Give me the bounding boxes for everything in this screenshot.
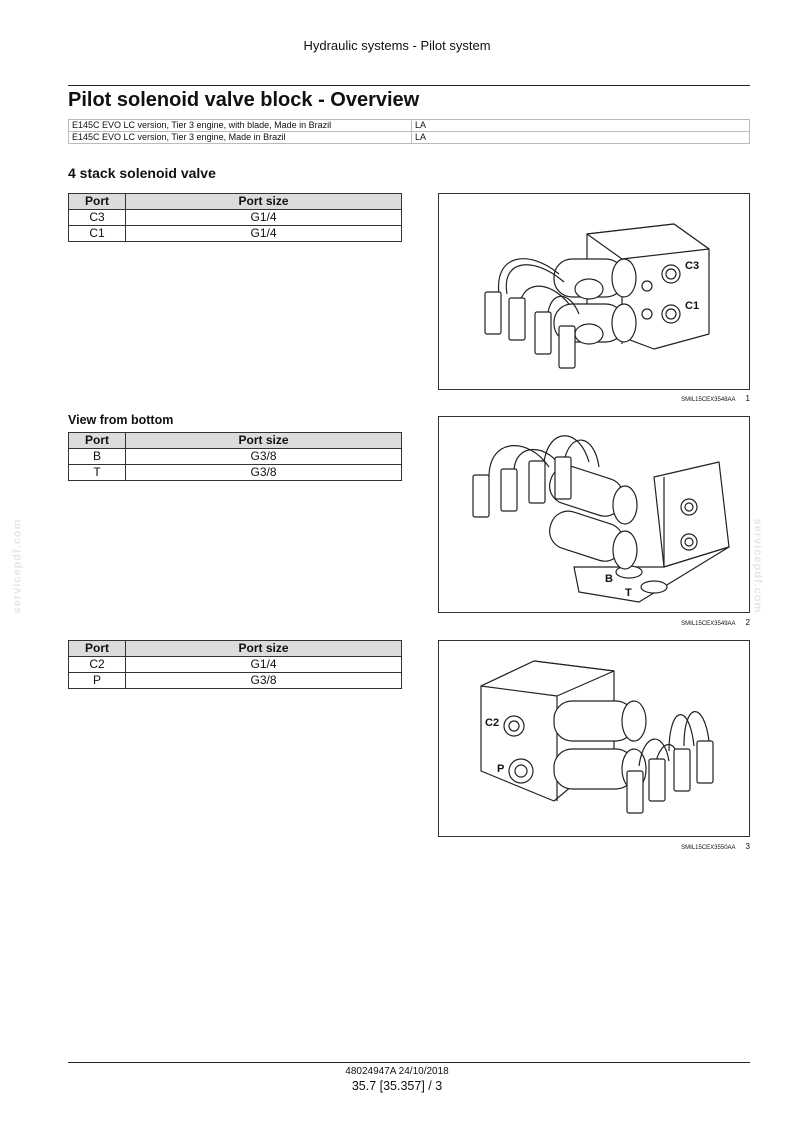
solenoid-valve-illustration-3 — [439, 641, 749, 836]
running-header: Hydraulic systems - Pilot system — [303, 38, 491, 53]
solenoid-valve-illustration-1 — [439, 194, 749, 389]
applicability-model: E145C EVO LC version, Tier 3 engine, Made in Brazil — [69, 132, 412, 144]
port-header: Port — [69, 433, 126, 449]
figure-number: 1 — [745, 394, 750, 403]
figure-3-label: C2 — [485, 717, 500, 729]
figure-3-frame — [438, 640, 750, 837]
section-title: 4 stack solenoid valve — [68, 165, 216, 181]
figure-3-caption — [438, 842, 750, 851]
page-title: Pilot solenoid valve block - Overview — [68, 89, 420, 111]
figure-1-frame — [438, 193, 750, 390]
figure-2-caption — [438, 618, 750, 627]
port-table-2 — [68, 432, 402, 481]
table-row — [69, 465, 402, 481]
table-row — [69, 673, 402, 689]
applicability-row — [69, 120, 750, 132]
port-cell: T — [69, 465, 126, 481]
figure-2-frame — [438, 416, 750, 613]
port-header: Port — [69, 194, 126, 210]
footer-rule — [68, 1062, 750, 1063]
port-table-1 — [68, 193, 402, 242]
port-header: Port — [69, 641, 126, 657]
port-size-header: Port size — [126, 194, 402, 210]
footer-page-ref: 35.7 [35.357] / 3 — [351, 1079, 443, 1093]
table-row — [69, 226, 402, 242]
port-cell: P — [69, 673, 126, 689]
watermark-right: servicepdf.com — [751, 518, 764, 614]
figure-code: SMIL15CEX3549AA — [681, 621, 736, 627]
footer-doc-ref: 48024947A 24/10/2018 — [345, 1066, 449, 1077]
table-row — [69, 449, 402, 465]
solenoid-valve-illustration-2 — [439, 417, 749, 612]
table-row — [69, 210, 402, 226]
figure-1-caption — [438, 394, 750, 403]
figure-number: 3 — [745, 842, 750, 851]
port-size-cell: G1/4 — [126, 226, 402, 242]
port-size-cell: G3/8 — [126, 449, 402, 465]
port-table-3 — [68, 640, 402, 689]
header-rule — [68, 85, 750, 86]
figure-1-label: C3 — [685, 260, 700, 272]
figure-1-label: C1 — [685, 300, 700, 312]
port-size-cell: G3/8 — [126, 673, 402, 689]
view-from-bottom-title: View from bottom — [68, 413, 174, 427]
figure-3-label: P — [497, 763, 505, 775]
port-cell: B — [69, 449, 126, 465]
port-size-cell: G3/8 — [126, 465, 402, 481]
applicability-region: LA — [412, 120, 750, 132]
applicability-region: LA — [412, 132, 750, 144]
port-size-header: Port size — [126, 433, 402, 449]
applicability-table — [68, 119, 750, 144]
figure-number: 2 — [745, 618, 750, 627]
figure-code: SMIL15CEX3548AA — [681, 397, 736, 403]
port-size-header: Port size — [126, 641, 402, 657]
table-row — [69, 657, 402, 673]
watermark-left: servicepdf.com — [11, 518, 24, 614]
figure-code: SMIL15CEX3550AA — [681, 845, 736, 851]
port-size-cell: G1/4 — [126, 657, 402, 673]
port-cell: C2 — [69, 657, 126, 673]
figure-2-label: T — [625, 587, 632, 599]
applicability-row — [69, 132, 750, 144]
figure-2-label: B — [605, 573, 613, 585]
applicability-model: E145C EVO LC version, Tier 3 engine, with blade, Made in Brazil — [69, 120, 412, 132]
port-cell: C1 — [69, 226, 126, 242]
port-size-cell: G1/4 — [126, 210, 402, 226]
port-cell: C3 — [69, 210, 126, 226]
